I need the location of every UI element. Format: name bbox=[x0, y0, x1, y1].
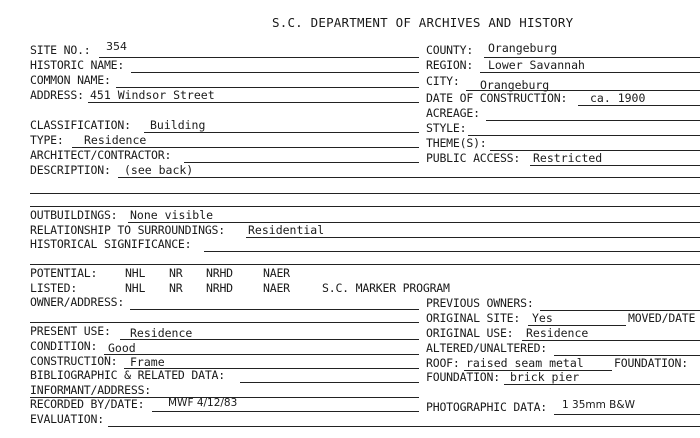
relationship-line bbox=[246, 237, 700, 238]
date-construction-label: DATE OF CONSTRUCTION: bbox=[426, 91, 568, 105]
listed-nrhd[interactable]: NRHD bbox=[206, 281, 233, 295]
original-site-value[interactable]: Yes bbox=[532, 311, 553, 325]
site-no-line bbox=[99, 57, 419, 58]
county-value[interactable]: Orangeburg bbox=[488, 41, 558, 55]
evaluation-label: EVALUATION: bbox=[30, 412, 104, 426]
county-label: COUNTY: bbox=[426, 43, 474, 57]
foundation-line bbox=[504, 384, 700, 385]
foundation-value[interactable]: brick pier bbox=[510, 370, 580, 384]
photographic-line bbox=[554, 414, 700, 415]
potential-naer[interactable]: NAER bbox=[263, 266, 290, 280]
acreage-label: ACREAGE: bbox=[426, 106, 480, 120]
original-use-value[interactable]: Residence bbox=[526, 326, 589, 340]
type-label: TYPE: bbox=[30, 133, 64, 147]
owner-address-line bbox=[130, 309, 419, 310]
description-blank-line-1 bbox=[30, 193, 700, 194]
condition-value[interactable]: Good bbox=[108, 341, 136, 355]
relationship-label: RELATIONSHIP TO SURROUNDINGS: bbox=[30, 223, 225, 237]
foundation-right-label: FOUNDATION: bbox=[614, 356, 688, 370]
outbuildings-value[interactable]: None visible bbox=[130, 208, 214, 222]
photographic-label: PHOTOGRAPHIC DATA: bbox=[426, 400, 548, 414]
themes-label: THEME(S): bbox=[426, 136, 487, 150]
description-label: DESCRIPTION: bbox=[30, 163, 111, 177]
moved-date-label: MOVED/DATE bbox=[628, 311, 696, 325]
site-no-value[interactable]: 354 bbox=[106, 40, 127, 53]
common-name-label: COMMON NAME: bbox=[30, 73, 111, 87]
altered-label: ALTERED/UNALTERED: bbox=[426, 341, 548, 355]
description-line bbox=[118, 177, 700, 178]
date-construction-value[interactable]: ca. 1900 bbox=[590, 91, 646, 105]
site-no-label: SITE NO.: bbox=[30, 43, 91, 57]
present-use-line bbox=[120, 339, 419, 340]
foundation-label: FOUNDATION: bbox=[426, 370, 500, 384]
construction-label: CONSTRUCTION: bbox=[30, 354, 118, 368]
potential-nhl[interactable]: NHL bbox=[125, 266, 146, 280]
original-use-line bbox=[522, 340, 700, 341]
present-use-label: PRESENT USE: bbox=[30, 324, 111, 338]
potential-label: POTENTIAL: bbox=[30, 266, 98, 280]
listed-nhl[interactable]: NHL bbox=[125, 281, 146, 295]
description-value[interactable]: (see back) bbox=[124, 163, 194, 177]
previous-owners-label: PREVIOUS OWNERS: bbox=[426, 296, 534, 310]
recorded-by-label: RECORDED BY/DATE: bbox=[30, 397, 145, 411]
owner-blank-line bbox=[30, 322, 419, 323]
architect-line bbox=[184, 162, 419, 163]
potential-nrhd[interactable]: NRHD bbox=[206, 266, 233, 280]
marker-program-label[interactable]: S.C. MARKER PROGRAM bbox=[322, 281, 450, 295]
listed-naer[interactable]: NAER bbox=[263, 281, 290, 295]
listed-label: LISTED: bbox=[30, 281, 78, 295]
historic-name-line bbox=[131, 72, 419, 73]
construction-value[interactable]: Frame bbox=[130, 355, 165, 369]
type-value[interactable]: Residence bbox=[84, 133, 147, 147]
historical-significance-line bbox=[204, 251, 700, 252]
region-line bbox=[480, 72, 700, 73]
acreage-line bbox=[486, 120, 700, 121]
significance-blank-line bbox=[30, 264, 700, 265]
address-value[interactable]: 451 Windsor Street bbox=[90, 88, 215, 102]
historical-significance-label: HISTORICAL SIGNIFICANCE: bbox=[30, 237, 192, 251]
form-title: S.C. DEPARTMENT OF ARCHIVES AND HISTORY bbox=[272, 15, 574, 30]
listed-nr[interactable]: NR bbox=[169, 281, 183, 295]
date-construction-line bbox=[578, 105, 700, 106]
region-label: REGION: bbox=[426, 58, 474, 72]
recorded-by-line bbox=[152, 411, 419, 412]
description-blank-line-2 bbox=[30, 206, 700, 207]
roof-value[interactable]: raised seam metal bbox=[466, 356, 584, 370]
present-use-value[interactable]: Residence bbox=[130, 326, 193, 340]
informant-label: INFORMANT/ADDRESS: bbox=[30, 383, 152, 397]
city-label: CITY: bbox=[426, 74, 460, 88]
city-value[interactable]: Orangeburg bbox=[480, 78, 550, 92]
roof-label: ROOF: bbox=[426, 356, 460, 370]
public-access-label: PUBLIC ACCESS: bbox=[426, 151, 521, 165]
bibliographic-line bbox=[240, 382, 419, 383]
public-access-line bbox=[530, 165, 700, 166]
style-line bbox=[468, 135, 700, 136]
original-site-label: ORIGINAL SITE: bbox=[426, 311, 521, 325]
classification-line bbox=[144, 132, 419, 133]
original-use-label: ORIGINAL USE: bbox=[426, 326, 514, 340]
classification-label: CLASSIFICATION: bbox=[30, 118, 131, 132]
address-line bbox=[88, 102, 419, 103]
outbuildings-label: OUTBUILDINGS: bbox=[30, 208, 118, 222]
style-label: STYLE: bbox=[426, 121, 467, 135]
condition-label: CONDITION: bbox=[30, 339, 98, 353]
recorded-by-value[interactable]: MWF 4/12/83 bbox=[168, 397, 238, 409]
bibliographic-label: BIBLIOGRAPHIC & RELATED DATA: bbox=[30, 368, 225, 382]
address-label: ADDRESS: bbox=[30, 88, 84, 102]
region-value[interactable]: Lower Savannah bbox=[488, 58, 585, 72]
potential-nr[interactable]: NR bbox=[169, 266, 183, 280]
architect-label: ARCHITECT/CONTRACTOR: bbox=[30, 148, 172, 162]
evaluation-line bbox=[108, 426, 700, 427]
classification-value[interactable]: Building bbox=[150, 118, 206, 132]
photographic-value[interactable]: 1 35mm B&W bbox=[562, 399, 635, 411]
relationship-value[interactable]: Residential bbox=[248, 223, 325, 237]
public-access-value[interactable]: Restricted bbox=[533, 151, 603, 165]
owner-address-label: OWNER/ADDRESS: bbox=[30, 295, 125, 309]
historic-name-label: HISTORIC NAME: bbox=[30, 58, 125, 72]
